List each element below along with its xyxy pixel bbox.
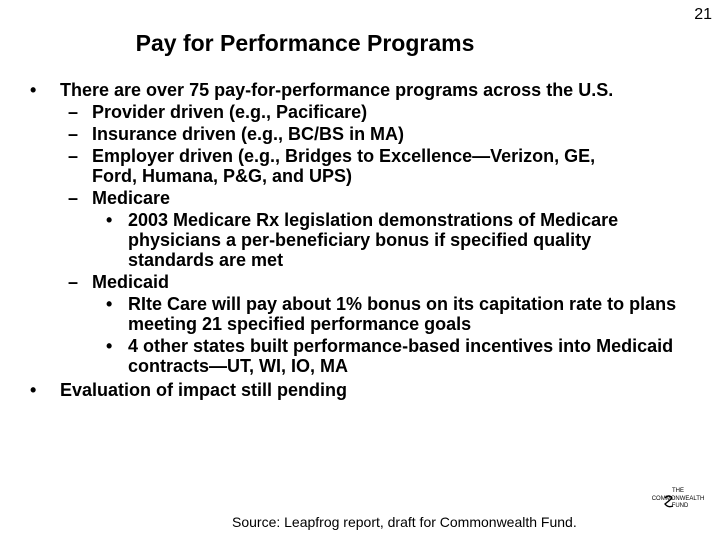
source-citation: Source: Leapfrog report, draft for Commonwealth Fund. [232,514,577,530]
bullet-list [30,80,700,400]
logo-line-1: THE [672,488,684,494]
commonwealth-fund-logo [643,484,713,518]
sub-item-text: Employer driven (e.g., Bridges to Excellence—Verizon, GE, Ford, Humana, P&G, and UPS) [92,146,596,186]
bullet-marker: • [106,294,113,314]
sub-item [68,124,700,144]
sub-item-text: Provider driven (e.g., Pacificare) [92,102,368,122]
bullet-marker: • [106,336,113,356]
sub-item [68,272,700,292]
bullet-marker: • [30,80,37,100]
bullet-marker: • [106,210,113,230]
dash-marker: – [68,102,79,122]
slide-title: Pay for Performance Programs [135,30,475,56]
bullet-text: There are over 75 pay-for-performance programs across the U.S. [60,80,614,100]
commonwealth-fund-logo-icon [643,484,713,518]
sub-sub-item [106,294,700,334]
sub-item [68,102,700,122]
logo-line-2: COMMONWEALTH [651,496,705,502]
sub-item-text: Medicaid [92,272,170,292]
bullet-marker: • [30,380,37,400]
bullet-text: Evaluation of impact still pending [60,380,348,400]
sub-item [68,188,700,208]
dash-marker: – [68,188,79,208]
dash-marker: – [68,272,79,292]
sub-item-text: Medicare [92,188,171,208]
sub-item-text: Insurance driven (e.g., BC/BS in MA) [92,124,405,144]
sub-sub-item-text: RIte Care will pay about 1% bonus on its capitation rate to plans meeting 21 specified performance goals [128,294,677,334]
bullet-item [30,380,700,400]
dash-marker: – [68,146,79,166]
sub-sub-item [106,336,700,376]
dash-marker: – [68,124,79,144]
logo-line-3: FUND [671,503,689,509]
sub-sub-item-text: 2003 Medicare Rx legislation demonstrations of Medicare physicians a per-beneficiary bonus if specified quality standards are met [128,210,619,270]
slide-number: 21 [694,6,712,23]
sub-sub-item [106,210,700,270]
bullet-item [30,80,700,100]
sub-sub-item-text: 4 other states built performance-based incentives into Medicaid contracts—UT, WI, IO, MA [128,336,674,376]
sub-item [68,146,700,186]
